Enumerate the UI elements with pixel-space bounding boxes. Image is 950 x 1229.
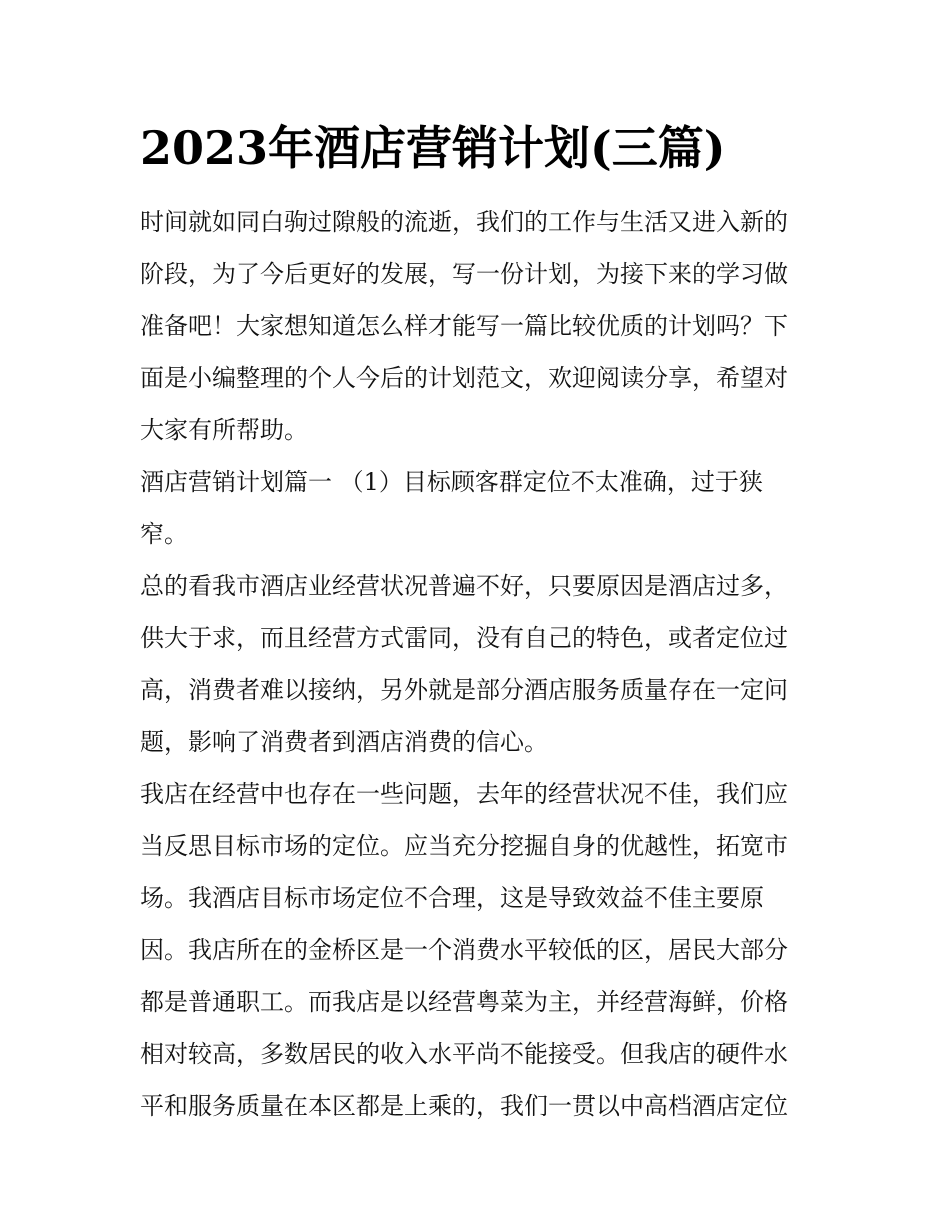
text-line: 酒店营销计划篇一 （1）目标顾客群定位不太准确，过于狭 [140,468,763,496]
text-line: 题，影响了消费者到酒店消费的信心。 [140,728,548,756]
text-line: 都是普通职工。而我店是以经营粤菜为主，并经营海鲜，价格 [140,988,788,1016]
document-title: 2023年酒店营销计划(三篇) [140,121,726,175]
text-line: 时间就如同白驹过隙般的流逝，我们的工作与生活又进入新的 [140,208,788,236]
text-line: 高，消费者难以接纳，另外就是部分酒店服务质量存在一定问 [140,676,788,704]
text-line: 供大于求，而且经营方式雷同，没有自己的特色，或者定位过 [140,624,788,652]
text-line: 面是小编整理的个人今后的计划范文，欢迎阅读分享，希望对 [140,364,788,392]
text-line: 准备吧！大家想知道怎么样才能写一篇比较优质的计划吗？下 [140,312,788,340]
text-line: 因。我店所在的金桥区是一个消费水平较低的区，居民大部分 [140,936,788,964]
text-line: 当反思目标市场的定位。应当充分挖掘自身的优越性，拓宽市 [140,832,788,860]
text-line: 窄。 [140,520,188,548]
document-body [140,196,812,1132]
text-line: 相对较高，多数居民的收入水平尚不能接受。但我店的硬件水 [140,1040,788,1068]
text-line: 场。我酒店目标市场定位不合理，这是导致效益不佳主要原 [140,884,764,912]
text-line: 总的看我市酒店业经营状况普遍不好，只要原因是酒店过多， [140,572,788,600]
text-line: 阶段，为了今后更好的发展，写一份计划，为接下来的学习做 [140,260,788,288]
text-line: 大家有所帮助。 [140,416,308,444]
text-line: 我店在经营中也存在一些问题，去年的经营状况不佳，我们应 [140,780,788,808]
text-line: 平和服务质量在本区都是上乘的，我们一贯以中高档酒店定位 [140,1092,788,1120]
